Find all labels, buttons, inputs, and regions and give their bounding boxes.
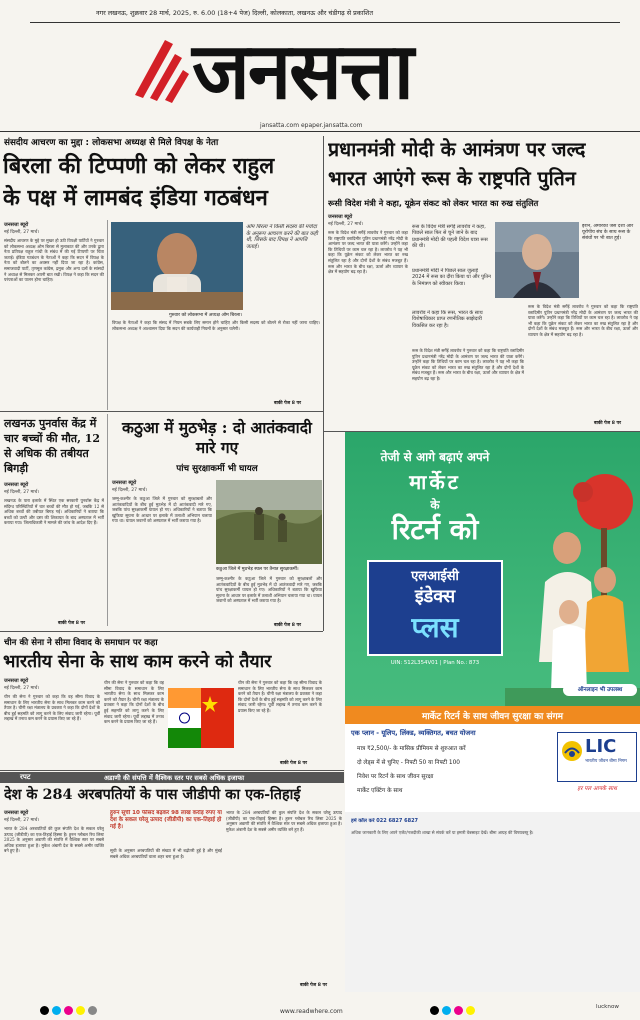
masthead [0,0,640,130]
lucknow-headline: लखनऊ पुनर्वास केंद्र में चार बच्चों की मौत, 12 से अधिक की तबीयत बिगड़ी [4,417,101,475]
billionaires-headline: देश के 284 अरबपतियों के पास जीडीपी का एक-तिहाई [4,786,301,803]
birla-headline-line-1: बिरला की टिप्पणी को लेकर राहुल [3,153,275,179]
ad-product-name-3: प्लस [411,611,459,644]
footer-city: lucknow [596,1004,619,1010]
putin-quote-3: लावरोव ने कहा कि रूस, भारत के साथ विशेषाधिकार प्राप्त रणनीतिक साझेदारी विकसित कर रहा है। [412,310,483,329]
lucknow-byline: जनसत्ता ब्यूरो [4,482,29,488]
putin-photo-caption: ईरान, अमेरिका जैसे देशों और यूरोपीय संघ के साथ रूस के संबंधों पर भी बात हुई। [582,224,634,241]
army-body-col-3: चीन की सेना ने गुरुवार को कहा कि वह सीमा विवाद के समाधान के लिए भारतीय सेना के साथ मिलकर काम करने को तैयार है। चीनी रक्षा मंत्रालय के प्रवक्ता ने कहा कि दोनों देशों के बीच हुई सहमति को लागू करने के लिए संवाद जारी रहेगा। पूर्वी लद्दाख में तनाव कम करने के प्रयास किए जा रहे हैं। [238,680,322,713]
putin-dateline: नई दिल्ली, 27 मार्च। [328,222,364,227]
billionaires-label: रपट [20,773,31,781]
kathua-photo-caption: कठुआ जिले में मुठभेड़ स्थल पर तैनात सुरक्षाकर्मी। [216,567,299,572]
ad-feature-1: मात्र ₹2,500/- के मासिक प्रीमियम से शुरुआत करें [357,746,466,752]
kathua-body-col-2: जम्मू-कश्मीर के कठुआ जिले में गुरुवार को सुरक्षाबलों और आतंकवादियों के बीच हुई मुठभेड़ में दो आतंकवादी मारे गए, जबकि पांच सुरक्षाकर्मी घायल हो गए। अधिकारियों ने बताया कि खुफिया सूचना के आधार पर इलाके में तलाशी अभियान चलाया गया था। घायल जवानों को अस्पताल में भर्ती कराया गया है। [216,576,322,604]
birla-photo [111,222,243,310]
ad-feature-4: मार्केट एक्टिंग के साथ [357,788,403,794]
lic-advertisement[interactable] [345,432,640,992]
putin-quote-2: प्रधानमंत्री मोदी ने पिछले साल जुलाई 2024 में रूस का दौरा किया था और पुतिन के निमंत्रण को स्वीकार किया। [412,268,491,287]
ad-uin: UIN: 512L354V01 | Plan No.: 873 [390,660,480,666]
birla-body-2: विपक्ष के नेताओं ने कहा कि संसद में नियम सबके लिए समान होने चाहिए और किसी सदस्य को बोलने से रोका नहीं जाना चाहिए। लोकसभा अध्यक्ष ने आश्वासन दिया कि सदन की कार्यवाही नियमों के अनुसार चलेगी। [112,320,320,331]
kathua-dateline: नई दिल्ली, 27 मार्च। [112,488,148,493]
army-kicker: चीन की सेना ने सीमा विवाद के समाधान पर कहा [4,638,158,648]
ad-feature-2: दो लेड्स में से चुनिए - निफ्टी 50 या निफ्टी 100 [357,760,460,766]
kathua-photo [216,480,322,564]
registration-dots-left [40,1000,100,1019]
lucknow-body: लखनऊ के पारा इलाके में स्थित एक सरकारी पुनर्वास केंद्र में संदिग्ध परिस्थितियों में चार बच्चों की मौत हो गई, जबकि 12 से अधिक बच्चों की तबीयत बिगड़ गई। अधिकारियों ने बताया कि बच्चों को उल्टी और दस्त की शिकायत के बाद अस्पताल में भर्ती कराया गया। जिलाधिकारी ने मामले की जांच के आदेश दिए हैं। [4,498,104,526]
masthead-urls[interactable]: jansatta.com epaper.jansatta.com [260,122,363,129]
billionaires-dateline: नई दिल्ली, 27 मार्च। [4,818,40,823]
ad-features-title: एक प्लान - यूलिप, लिंक्ड, व्यक्तिगत, बचत योजना [351,729,476,737]
billionaires-byline: जनसत्ता ब्यूरो [4,810,29,816]
lucknow-continued[interactable]: बाकी पेज 8 पर [58,621,86,626]
army-body-col-2: चीन की सेना ने गुरुवार को कहा कि वह सीमा विवाद के समाधान के लिए भारतीय सेना के साथ मिलकर काम करने को तैयार है। चीनी रक्षा मंत्रालय के प्रवक्ता ने कहा कि दोनों देशों के बीच हुई सहमति को लागू करने के लिए संवाद जारी रहेगा। पूर्वी लद्दाख में तनाव कम करने के प्रयास किए जा रहे हैं। [104,680,164,725]
kathua-headline: कठुआ में मुठभेड़ : दो आतंकवादी मारे गए [122,418,312,457]
ad-contact: हमें कॉल करें 022 6827 6827 [351,818,419,824]
putin-body-col-2: रूस के विदेश मंत्री सर्गेई लावरोव ने गुरुवार को कहा कि राष्ट्रपति व्लादिमीर पुतिन प्रधानमंत्री नरेंद्र मोदी के आमंत्रण पर जल्द भारत की यात्रा करेंगे। उन्होंने कहा कि तिथियों पर काम चल रहा है। लावरोव ने यह भी कहा कि यूक्रेन संकट को लेकर भारत का रुख संतुलित रहा है और दोनों देशों के संबंध मजबूत हैं। रूस और भारत के बीच रक्षा, ऊर्जा और व्यापार के क्षेत्र में सहयोग बढ़ रहा है। [412,348,524,381]
registration-dots-right [430,1000,478,1019]
putin-quote-1: रूस के विदेश मंत्री सर्गेई लावरोव ने कहा, पिछले साल फिर से चुने जाने के बाद प्रधानमंत्री मोदी की पहली विदेश यात्रा रूस की थी। [412,224,488,250]
footer-url[interactable]: www.readwhere.com [280,1008,343,1015]
masthead-logo-mark [125,30,195,110]
footer [0,996,640,1020]
kathua-subhead: पांच सुरक्षाकर्मी भी घायल [176,464,258,474]
ad-fine-print: अधिक जानकारी के लिए अपने एजेंट/नजदीकी शाखा से संपर्क करें या हमारी वेबसाइट देखें। बीमा आग्रह की विषयवस्तु है। [351,830,534,835]
army-dateline: नई दिल्ली, 27 मार्च। [4,686,40,691]
army-body-col-1: चीन की सेना ने गुरुवार को कहा कि वह सीमा विवाद के समाधान के लिए भारतीय सेना के साथ मिलकर काम करने को तैयार है। चीनी रक्षा मंत्रालय के प्रवक्ता ने कहा कि दोनों देशों के बीच हुई सहमति को लागू करने के लिए संवाद जारी रहेगा। पूर्वी लद्दाख में तनाव कम करने के प्रयास किए जा रहे हैं। [4,694,100,722]
birla-continued[interactable]: बाकी पेज 8 पर [274,401,302,406]
ad-band-text: मार्केट रिटर्न के साथ जीवन सुरक्षा का संगम [421,712,564,722]
putin-body-col-1: रूस के विदेश मंत्री सर्गेई लावरोव ने गुरुवार को कहा कि राष्ट्रपति व्लादिमीर पुतिन प्रधानमंत्री नरेंद्र मोदी के आमंत्रण पर जल्द भारत की यात्रा करेंगे। उन्होंने कहा कि तिथियों पर काम चल रहा है। लावरोव ने यह भी कहा कि यूक्रेन संकट को लेकर भारत का रुख संतुलित रहा है और दोनों देशों के संबंध मजबूत हैं। रूस और भारत के बीच रक्षा, ऊर्जा और व्यापार के क्षेत्र में सहयोग बढ़ रहा है। [328,230,408,275]
birla-dateline: नई दिल्ली, 27 मार्च। [4,230,40,235]
billionaires-quote: हुरुन सूची 10 फीसद बढ़कर 98 लाख करोड़ रुपए या देश के सकल घरेलू उत्पाद (जीडीपी) का एक-तिहाई हो गई है। [110,810,222,830]
ad-tagline-3: के [430,498,440,512]
army-headline: भारतीय सेना के साथ काम करने को तैयार [3,651,272,672]
putin-byline: जनसत्ता ब्यूरो [328,214,353,220]
army-continued[interactable]: बाकी पेज 8 पर [280,761,308,766]
putin-subhead: रूसी विदेश मंत्री ने कहा, यूक्रेन संकट को लेकर भारत का रुख संतुलित [328,198,539,208]
army-flags-photo [168,688,234,748]
lucknow-dateline: नई दिल्ली, 27 मार्च। [4,490,40,495]
ad-feature-3: निवेश पर रिटर्न के साथ जीवन सुरक्षा [357,774,434,780]
lic-brand: LIC [585,736,617,757]
putin-photo [495,222,579,298]
birla-pullquote: ओम बिरला ने किसी सदस्य की मर्यादा के अनुरूप आचरण करने की बात कही थी, जिसके बाद विपक्ष ने आपत्ति जताई। [246,224,318,250]
billionaires-kicker: अडाणी की संपत्ति में वैश्विक स्तर पर सबसे अधिक इजाफा [104,774,245,782]
lic-logo-icon [561,740,583,762]
ad-tagline-1: तेजी से आगे बढ़ाएं अपने [380,450,490,464]
billionaires-continued[interactable]: बाकी पेज 8 पर [300,983,328,988]
ad-online-badge[interactable]: ऑनलाइन भी उपलब्ध [563,684,637,696]
kathua-continued[interactable]: बाकी पेज 8 पर [274,623,302,628]
masthead-meta-line: नगर लखनऊ, शुक्रवार 28 मार्च, 2025, रु. 6.00 (18+4 पेज) दिल्ली, कोलकाता, लखनऊ और चंडीगढ़ से प्रकाशित [96,9,373,17]
lic-brand-tag: हर पल आपके साथ [577,786,617,792]
birla-body: संसदीय आचरण के मुद्दे पर मुखर हो उठी विपक्षी पार्टियों ने गुरुवार को लोकसभा अध्यक्ष ओम बिरला से मुलाकात की और उनके द्वारा नेता प्रतिपक्ष राहुल गांधी के संबंध में की गई टिप्पणी पर चिंता जताई। इंडिया गठबंधन के नेताओं ने कहा कि सदन में विपक्ष के नेता को बोलने का अवसर नहीं दिया जा रहा है। कांग्रेस, समाजवादी पार्टी, तृणमूल कांग्रेस, द्रमुक और अन्य दलों के सांसदों ने अध्यक्ष से मिलकर अपनी बात रखी। विपक्ष ने कहा कि सदन की परंपराओं का पालन होना चाहिए। [4,238,104,283]
masthead-logo: जनसत्ता [192,26,412,117]
putin-body-col-3: रूस के विदेश मंत्री सर्गेई लावरोव ने गुरुवार को कहा कि राष्ट्रपति व्लादिमीर पुतिन प्रधानमंत्री नरेंद्र मोदी के आमंत्रण पर जल्द भारत की यात्रा करेंगे। उन्होंने कहा कि तिथियों पर काम चल रहा है। लावरोव ने यह भी कहा कि यूक्रेन संकट को लेकर भारत का रुख संतुलित रहा है और दोनों देशों के संबंध मजबूत हैं। रूस और भारत के बीच रक्षा, ऊर्जा और व्यापार के क्षेत्र में सहयोग बढ़ रहा है। [528,304,638,337]
ad-product-name-1: एलआईसी [411,569,459,584]
kathua-body-col-1: जम्मू-कश्मीर के कठुआ जिले में गुरुवार को सुरक्षाबलों और आतंकवादियों के बीच हुई मुठभेड़ में दो आतंकवादी मारे गए, जबकि पांच सुरक्षाकर्मी घायल हो गए। अधिकारियों ने बताया कि खुफिया सूचना के आधार पर इलाके में तलाशी अभियान चलाया गया था। घायल जवानों को अस्पताल में भर्ती कराया गया है। [112,496,212,524]
birla-kicker: संसदीय आचरण का मुद्दा : लोकसभा अध्यक्ष से मिले विपक्ष के नेता [4,138,219,148]
lic-brand-sub: भारतीय जीवन बीमा निगम [585,759,627,764]
birla-headline-line-2: के पक्ष में लामबंद इंडिया गठबंधन [3,185,268,211]
ad-product-name-2: इंडेक्स [414,586,456,607]
army-byline: जनसत्ता ब्यूरो [4,678,29,684]
putin-headline-line-1: प्रधानमंत्री मोदी के आमंत्रण पर जल्द [328,138,586,161]
birla-photo-caption: गुरुवार को लोकसभा में अध्यक्ष ओम बिरला। [169,313,242,318]
putin-headline-line-2: भारत आएंगे रूस के राष्ट्रपति पुतिन [328,167,576,190]
putin-continued[interactable]: बाकी पेज 8 पर [594,421,622,426]
ad-family-photo [505,462,640,712]
birla-byline: जनसत्ता ब्यूरो [4,222,29,228]
kathua-byline: जनसत्ता ब्यूरो [112,480,137,486]
billionaires-body-col-1: भारत के 284 अरबपतियों की कुल संपत्ति देश के सकल घरेलू उत्पाद (जीडीपी) का एक-तिहाई हिस्सा है। हुरुन ग्लोबल रिच लिस्ट 2025 के अनुसार अडाणी की संपत्ति में वैश्विक स्तर पर सबसे अधिक इजाफा हुआ है। मुकेश अंबानी देश के सबसे अमीर व्यक्ति बने हुए हैं। [4,826,104,854]
billionaires-body-col-2: सूची के अनुसार अरबपतियों की संख्या में भी बढ़ोतरी हुई है और मुंबई सबसे अधिक अरबपतियों वाला शहर बना हुआ है। [110,848,222,859]
ad-tagline-4: रिटर्न को [391,513,479,546]
ad-tagline-2: मार्केट [409,470,461,494]
billionaires-body-col-3: भारत के 284 अरबपतियों की कुल संपत्ति देश के सकल घरेलू उत्पाद (जीडीपी) का एक-तिहाई हिस्सा है। हुरुन ग्लोबल रिच लिस्ट 2025 के अनुसार अडाणी की संपत्ति में वैश्विक स्तर पर सबसे अधिक इजाफा हुआ है। मुकेश अंबानी देश के सबसे अमीर व्यक्ति बने हुए हैं। [226,810,342,832]
